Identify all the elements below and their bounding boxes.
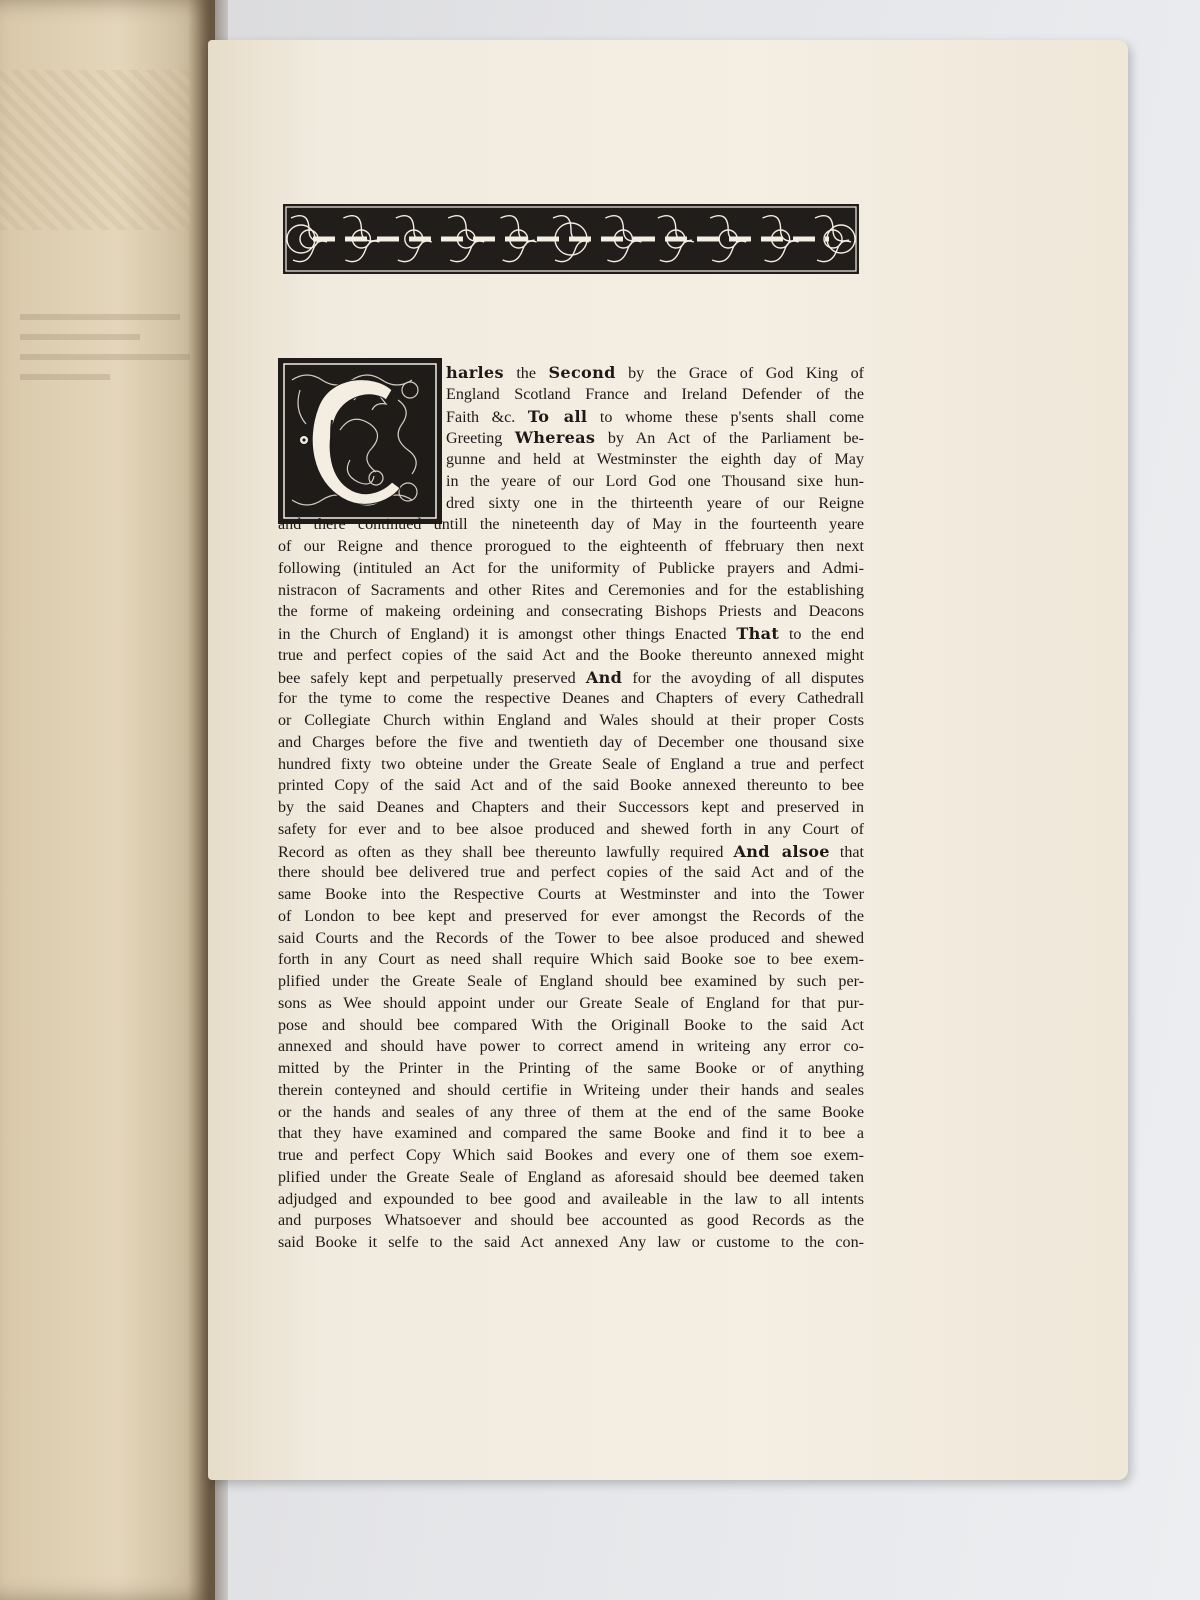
text-line (278, 862, 864, 884)
text-run: for the avoyding of all disputes (622, 669, 864, 687)
opening-phrase: by the Grace of God King of (615, 365, 864, 382)
text-line (278, 1167, 864, 1189)
text-line (446, 384, 864, 406)
text-run: in the yeare of our Lord God one Thousand sixe hun- (446, 472, 864, 490)
text-line (278, 514, 864, 536)
text-line (278, 601, 864, 623)
text-line (278, 971, 864, 993)
blackletter-word: And alsoe (733, 841, 830, 861)
opening-word-the: the (503, 365, 549, 382)
text-run: gunne and held at Westminster the eighth day of May (446, 451, 864, 468)
text-line (278, 558, 864, 580)
text-run: plified under the Greate Seale of England should bee examined by such per- (278, 973, 864, 990)
text-run: pose and should bee compared With the Originall Booke to the said Act (278, 1016, 864, 1034)
blackletter-word: Whereas (514, 428, 596, 448)
opening-word-second: Second (548, 363, 616, 382)
text-run: forth in any Court as need shall require Which said Booke soe to bee exem- (278, 951, 864, 969)
text-run: or the hands and seales of any three of them at the end of the same Booke (278, 1103, 864, 1121)
text-line (278, 884, 864, 906)
opening-line (446, 362, 864, 384)
text-run: of London to bee kept and preserved for ever amongst the Records of the (278, 907, 864, 925)
text-line (278, 754, 864, 776)
text-run: said Booke it selfe to the said Act annexed Any law or custome to the con- (278, 1234, 864, 1251)
text-line (278, 928, 864, 950)
text-line (446, 427, 864, 449)
text-run: by An Act of the Parliament be- (595, 430, 864, 448)
text-run: in the Church of England) it is amongst other things Enacted (278, 626, 737, 643)
text-run: therein conteyned and should certifie in Writeing under their hands and seales (278, 1081, 864, 1099)
opening-word-harles: harles (446, 363, 504, 382)
text-line (278, 688, 864, 710)
text-run: following (intituled an Act for the uniformity of Publicke prayers and Admi- (278, 559, 864, 577)
text-run: for the tyme to come the respective Deanes and Chapters of every Cathedrall (278, 690, 864, 708)
text-line (278, 906, 864, 928)
text-run: and Charges before the five and twentieth day of December one thousand sixe (278, 733, 864, 751)
text-line (278, 1015, 864, 1037)
ornamental-headpiece (283, 204, 859, 274)
text-line (278, 841, 864, 863)
text-run: that (829, 843, 864, 861)
text-run: dred sixty one in the thirteenth yeare of our Reigne (446, 494, 864, 512)
blackletter-word: And (585, 667, 623, 687)
left-page-faint-text (20, 300, 200, 394)
headpiece-scroll (815, 216, 851, 262)
text-line (278, 536, 864, 558)
text-run: England Scotland France and Ireland Defender of the (446, 385, 864, 403)
text-run: mitted by the Printer in the Printing of the same Booke or of anything (278, 1060, 864, 1077)
text-line (278, 1058, 864, 1080)
text-run: true and perfect copies of the said Act and the Booke thereunto annexed might (278, 646, 864, 664)
text-run: by the said Deanes and Chapters and their Successors kept and preserved in (278, 799, 864, 816)
text-line (278, 1036, 864, 1058)
text-run: annexed and should have power to correct amend in writeing any error co- (278, 1038, 864, 1056)
text-run: true and perfect Copy Which said Bookes and every one of them soe exem- (278, 1147, 864, 1164)
text-run: and there continued untill the nineteenth day of May in the fourteenth yeare (278, 516, 864, 534)
text-run: hundred fixty two obteine under the Greate Seale of England a true and perfect (278, 755, 864, 773)
text-line (278, 645, 864, 667)
text-run: and purposes Whatsoever and should bee accounted as good Records as the (278, 1212, 864, 1230)
text-run: the forme of makeing ordeining and consecrating Bishops Priests and Deacons (278, 603, 864, 621)
text-line (278, 797, 864, 819)
text-line (446, 449, 864, 471)
text-line (278, 1232, 864, 1254)
text-run: of our Reigne and thence prorogued to the eighteenth of ffebruary then next (278, 538, 864, 555)
text-line (278, 819, 864, 841)
text-line (278, 775, 864, 797)
text-run: safety for ever and to bee alsoe produced and shewed forth in any Court of (278, 820, 864, 838)
text-line (446, 406, 864, 428)
text-run: that they have examined and compared the same Booke and find it to bee a (278, 1125, 864, 1143)
text-line (278, 1080, 864, 1102)
text-line (278, 1123, 864, 1145)
text-line (278, 1102, 864, 1124)
text-run: adjudged and expounded to bee good and availeable in the law to all intents (278, 1190, 864, 1208)
text-run: or Collegiate Church within England and Wales should at their proper Costs (278, 712, 864, 729)
text-line (278, 1189, 864, 1211)
proclamation-body-text (278, 362, 864, 1254)
text-line (278, 1145, 864, 1167)
text-lines (278, 384, 864, 1254)
text-run: Record as often as they shall bee thereunto lawfully required (278, 843, 734, 861)
text-line (278, 667, 864, 689)
text-run: same Booke into the Respective Courts at Westminster and into the Tower (278, 886, 864, 903)
text-line (278, 1210, 864, 1232)
text-run: to whome these p'sents shall come (587, 408, 864, 426)
text-run: nistracon of Sacraments and other Rites and Ceremonies and for the establishing (278, 581, 864, 599)
text-run: sons as Wee should appoint under our Greate Seale of England for that pur- (278, 994, 864, 1012)
text-line (278, 580, 864, 602)
text-run: bee safely kept and perpetually preserved (278, 669, 586, 687)
text-line (278, 993, 864, 1015)
text-line (446, 493, 864, 515)
text-line (278, 949, 864, 971)
text-line (278, 623, 864, 645)
left-page (0, 0, 215, 1600)
text-run: printed Copy of the said Act and of the said Booke annexed thereunto to bee (278, 777, 864, 795)
text-run: Faith &c. (446, 408, 528, 426)
text-run: said Courts and the Records of the Tower to bee alsoe produced and shewed (278, 929, 864, 947)
text-line (278, 732, 864, 754)
text-run: plified under the Greate Seale of England as aforesaid should bee deemed taken (278, 1168, 864, 1186)
blackletter-word: That (736, 624, 780, 643)
text-line (446, 471, 864, 493)
text-run: there should bee delivered true and perfect copies of the said Act and of the (278, 864, 864, 882)
blackletter-word: To all (527, 406, 588, 426)
text-run: Greeting (446, 430, 515, 448)
text-line (278, 710, 864, 732)
text-run: to the end (779, 626, 864, 643)
left-page-ornament-shadow (0, 70, 190, 230)
